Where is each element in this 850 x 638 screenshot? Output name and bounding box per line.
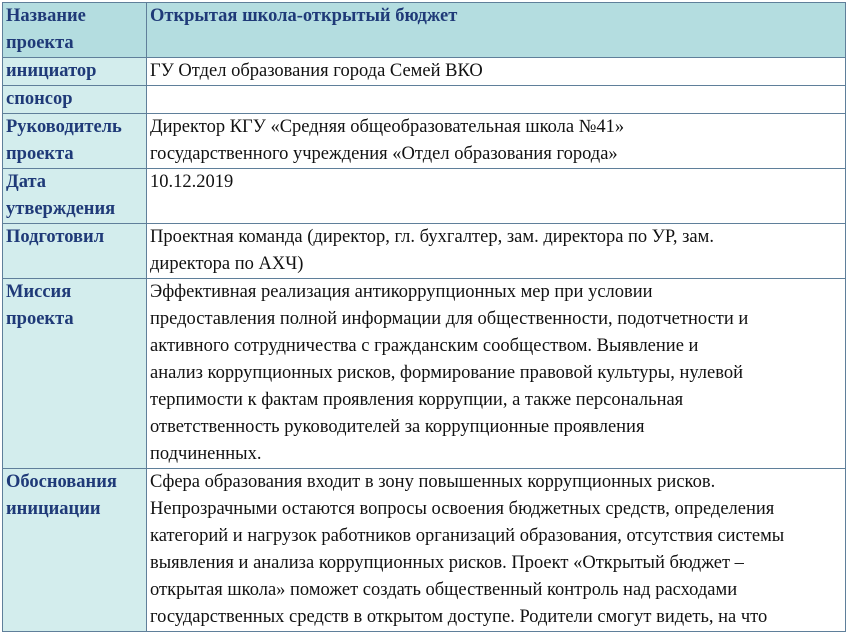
project-name-label — [3, 3, 147, 58]
project-name-label-line1: Название — [6, 6, 86, 26]
prepared-by-value-line2: директора по АХЧ) — [150, 254, 304, 274]
project-head-label-line2: проекта — [6, 144, 74, 164]
mission-line: Эффективная реализация антикоррупционных мер при условии — [150, 282, 653, 302]
mission-line: ответственность руководителей за коррупционные проявления — [150, 417, 645, 437]
row-approval-date — [3, 169, 846, 224]
project-name-value: Открытая школа-открытый бюджет — [147, 3, 846, 58]
prepared-by-value — [147, 224, 846, 279]
initiator-label: инициатор — [3, 58, 147, 86]
project-head-value-line2: государственного учреждения «Отдел образования города» — [150, 144, 618, 164]
sponsor-value — [147, 86, 846, 114]
mission-line: подчиненных. — [150, 444, 262, 464]
justification-line: государственных средств в открытом доступе. Родители смогут видеть, на что — [150, 607, 768, 627]
mission-label-line2: проекта — [6, 309, 74, 329]
mission-line: анализ коррупционных рисков, формирование правовой культуры, нулевой — [150, 363, 744, 383]
mission-line: активного сотрудничества с гражданским сообществом. Выявление и — [150, 336, 699, 356]
row-project-name — [3, 3, 846, 58]
row-sponsor — [3, 86, 846, 114]
justification-line: выявления и анализа коррупционных рисков. Проект «Открытый бюджет – — [150, 553, 744, 573]
justification-line: категорий и нагрузок работников организаций образования, отсутствия системы — [150, 526, 785, 546]
prepared-by-label: Подготовил — [3, 224, 147, 279]
approval-date-label-line1: Дата — [6, 172, 47, 192]
mission-label-line1: Миссия — [6, 282, 72, 302]
row-project-head — [3, 114, 846, 169]
approval-date-label — [3, 169, 147, 224]
row-initiator — [3, 58, 846, 86]
project-name-label-line2: проекта — [6, 33, 74, 53]
justification-line: Непрозрачными остаются вопросы освоения бюджетных средств, определения — [150, 499, 775, 519]
justification-label-line2: инициации — [6, 499, 101, 519]
mission-line: предоставления полной информации для общественности, подотчетности и — [150, 309, 749, 329]
justification-value — [147, 469, 846, 632]
row-prepared-by — [3, 224, 846, 279]
justification-line: Сфера образования входит в зону повышенных коррупционных рисков. — [150, 472, 716, 492]
project-head-value-line1: Директор КГУ «Средняя общеобразовательная школа №41» — [150, 117, 625, 137]
justification-label — [3, 469, 147, 632]
project-head-value — [147, 114, 846, 169]
justification-line: открытая школа» поможет создать общественный контроль над расходами — [150, 580, 738, 600]
justification-label-line1: Обоснования — [6, 472, 117, 492]
mission-label — [3, 279, 147, 469]
project-head-label-line1: Руководитель — [6, 117, 122, 137]
initiator-value: ГУ Отдел образования города Семей ВКО — [147, 58, 846, 86]
project-head-label — [3, 114, 147, 169]
project-passport-table — [2, 2, 846, 632]
sponsor-label: спонсор — [3, 86, 147, 114]
prepared-by-value-line1: Проектная команда (директор, гл. бухгалтер, зам. директора по УР, зам. — [150, 227, 714, 247]
mission-value — [147, 279, 846, 469]
mission-line: терпимости к фактам проявления коррупции, а также персональная — [150, 390, 684, 410]
row-mission — [3, 279, 846, 469]
approval-date-label-line2: утверждения — [6, 199, 116, 219]
approval-date-value: 10.12.2019 — [147, 169, 846, 224]
row-justification — [3, 469, 846, 632]
